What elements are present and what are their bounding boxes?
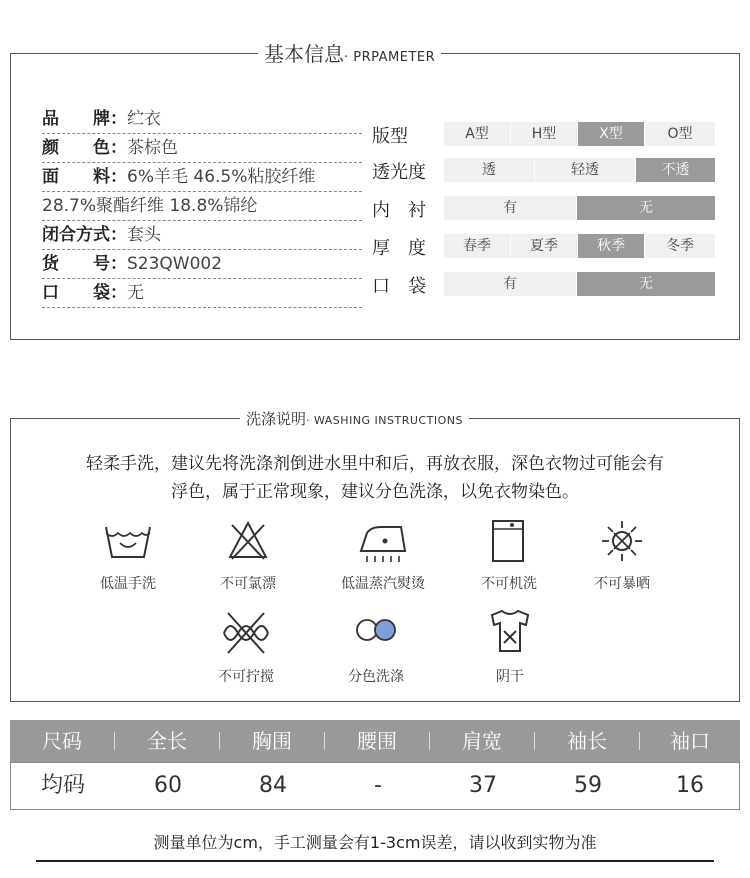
no-sun-dry-icon bbox=[592, 517, 652, 567]
separate-color-wash-icon bbox=[346, 607, 406, 657]
pocket-option-no: 无 bbox=[577, 272, 715, 296]
wash-label: 低温手洗 bbox=[100, 576, 156, 592]
no-bleach-icon bbox=[218, 517, 278, 567]
info-label: 闭合方式： bbox=[42, 225, 127, 245]
fit-option-o: O型 bbox=[645, 122, 715, 146]
low-temp-hand-wash-icon bbox=[98, 517, 158, 567]
fit-option-a: A型 bbox=[444, 122, 510, 146]
wash-label: 不可拧搅 bbox=[218, 669, 274, 685]
wash-label: 低温蒸汽熨烫 bbox=[341, 576, 425, 592]
washing-text-line2: 浮色，属于正常现象，建议分色洗涤，以免衣物染色。 bbox=[171, 482, 579, 502]
no-wring-icon bbox=[216, 607, 276, 657]
size-header-cell: 尺码 bbox=[42, 729, 82, 753]
size-header-cell: 袖长 bbox=[567, 729, 607, 753]
info-value: 套头 bbox=[127, 225, 161, 245]
info-label: 口 袋： bbox=[42, 283, 127, 303]
size-cell: 84 bbox=[259, 773, 287, 798]
info-row-fabric bbox=[42, 163, 362, 192]
info-value: S23QW002 bbox=[127, 254, 223, 274]
lining-option-yes: 有 bbox=[444, 196, 576, 220]
info-label: 货 号： bbox=[42, 254, 127, 274]
fit-option-x: X型 bbox=[578, 122, 644, 146]
no-machine-wash-icon bbox=[479, 517, 539, 567]
size-cell: - bbox=[374, 773, 382, 798]
size-cell: 59 bbox=[574, 773, 602, 798]
attr-label-lining: 内 衬 bbox=[372, 200, 426, 221]
size-header-cell: 肩宽 bbox=[462, 729, 502, 753]
wash-label: 阴干 bbox=[496, 669, 524, 685]
info-row-pocket bbox=[42, 279, 362, 308]
info-label: 面 料： bbox=[42, 167, 127, 187]
size-table-header bbox=[10, 720, 740, 762]
info-value: 6%羊毛 46.5%粘胶纤维 bbox=[127, 167, 316, 187]
size-header-cell: 腰围 bbox=[357, 729, 397, 753]
thickness-option-summer: 夏季 bbox=[511, 234, 577, 258]
info-row-color bbox=[42, 134, 362, 163]
size-header-cell: 袖口 bbox=[670, 729, 710, 753]
bottom-divider bbox=[36, 860, 714, 862]
wash-label: 不可机洗 bbox=[481, 576, 537, 592]
measurement-note: 测量单位为cm，手工测量会有1-3cm误差，请以收到实物为准 bbox=[153, 833, 597, 852]
info-value: 茶棕色 bbox=[127, 138, 178, 158]
transparency-option-sheer: 透 bbox=[444, 158, 534, 182]
wash-label: 不可氯漂 bbox=[220, 576, 276, 592]
info-label: 颜 色： bbox=[42, 138, 127, 158]
low-temp-steam-iron-icon bbox=[353, 517, 413, 567]
thickness-option-winter: 冬季 bbox=[645, 234, 715, 258]
washing-text-line1: 轻柔手洗，建议先将洗涤剂倒进水里中和后，再放衣服，深色衣物过可能会有 bbox=[86, 454, 664, 474]
info-value: 28.7%聚酯纤维 18.8%锦纶 bbox=[42, 196, 258, 216]
size-cell: 37 bbox=[469, 773, 497, 798]
size-header-cell: 胸围 bbox=[252, 729, 292, 753]
basic-info-title: 基本信息· PRPAMETER bbox=[258, 38, 441, 67]
info-row-item-no bbox=[42, 250, 362, 279]
attr-label-thickness: 厚 度 bbox=[372, 238, 426, 259]
wash-label: 分色洗涤 bbox=[348, 669, 404, 685]
thickness-option-spring: 春季 bbox=[444, 234, 510, 258]
size-cell: 16 bbox=[676, 773, 704, 798]
info-row-closure bbox=[42, 221, 362, 250]
size-header-cell: 全长 bbox=[147, 729, 187, 753]
fit-option-h: H型 bbox=[511, 122, 577, 146]
washing-title: 洗涤说明· WASHING INSTRUCTIONS bbox=[240, 408, 469, 429]
info-row-brand bbox=[42, 105, 362, 134]
size-cell: 60 bbox=[154, 773, 182, 798]
info-value: 纻衣 bbox=[127, 109, 161, 129]
info-label: 品 牌： bbox=[42, 109, 127, 129]
info-value: 无 bbox=[127, 283, 144, 303]
attr-label-pocket: 口 袋 bbox=[372, 276, 426, 297]
transparency-option-light: 轻透 bbox=[535, 158, 635, 182]
info-row-fabric-cont bbox=[42, 192, 362, 221]
thickness-option-autumn: 秋季 bbox=[578, 234, 644, 258]
shade-dry-icon bbox=[480, 607, 540, 657]
attr-label-transparency: 透光度 bbox=[372, 162, 426, 183]
size-cell: 均码 bbox=[40, 773, 85, 798]
transparency-option-opaque: 不透 bbox=[636, 158, 715, 182]
size-table-row bbox=[10, 762, 740, 810]
attr-label-fit: 版型 bbox=[372, 126, 408, 147]
pocket-option-yes: 有 bbox=[444, 272, 576, 296]
lining-option-no: 无 bbox=[577, 196, 715, 220]
wash-label: 不可暴晒 bbox=[594, 576, 650, 592]
